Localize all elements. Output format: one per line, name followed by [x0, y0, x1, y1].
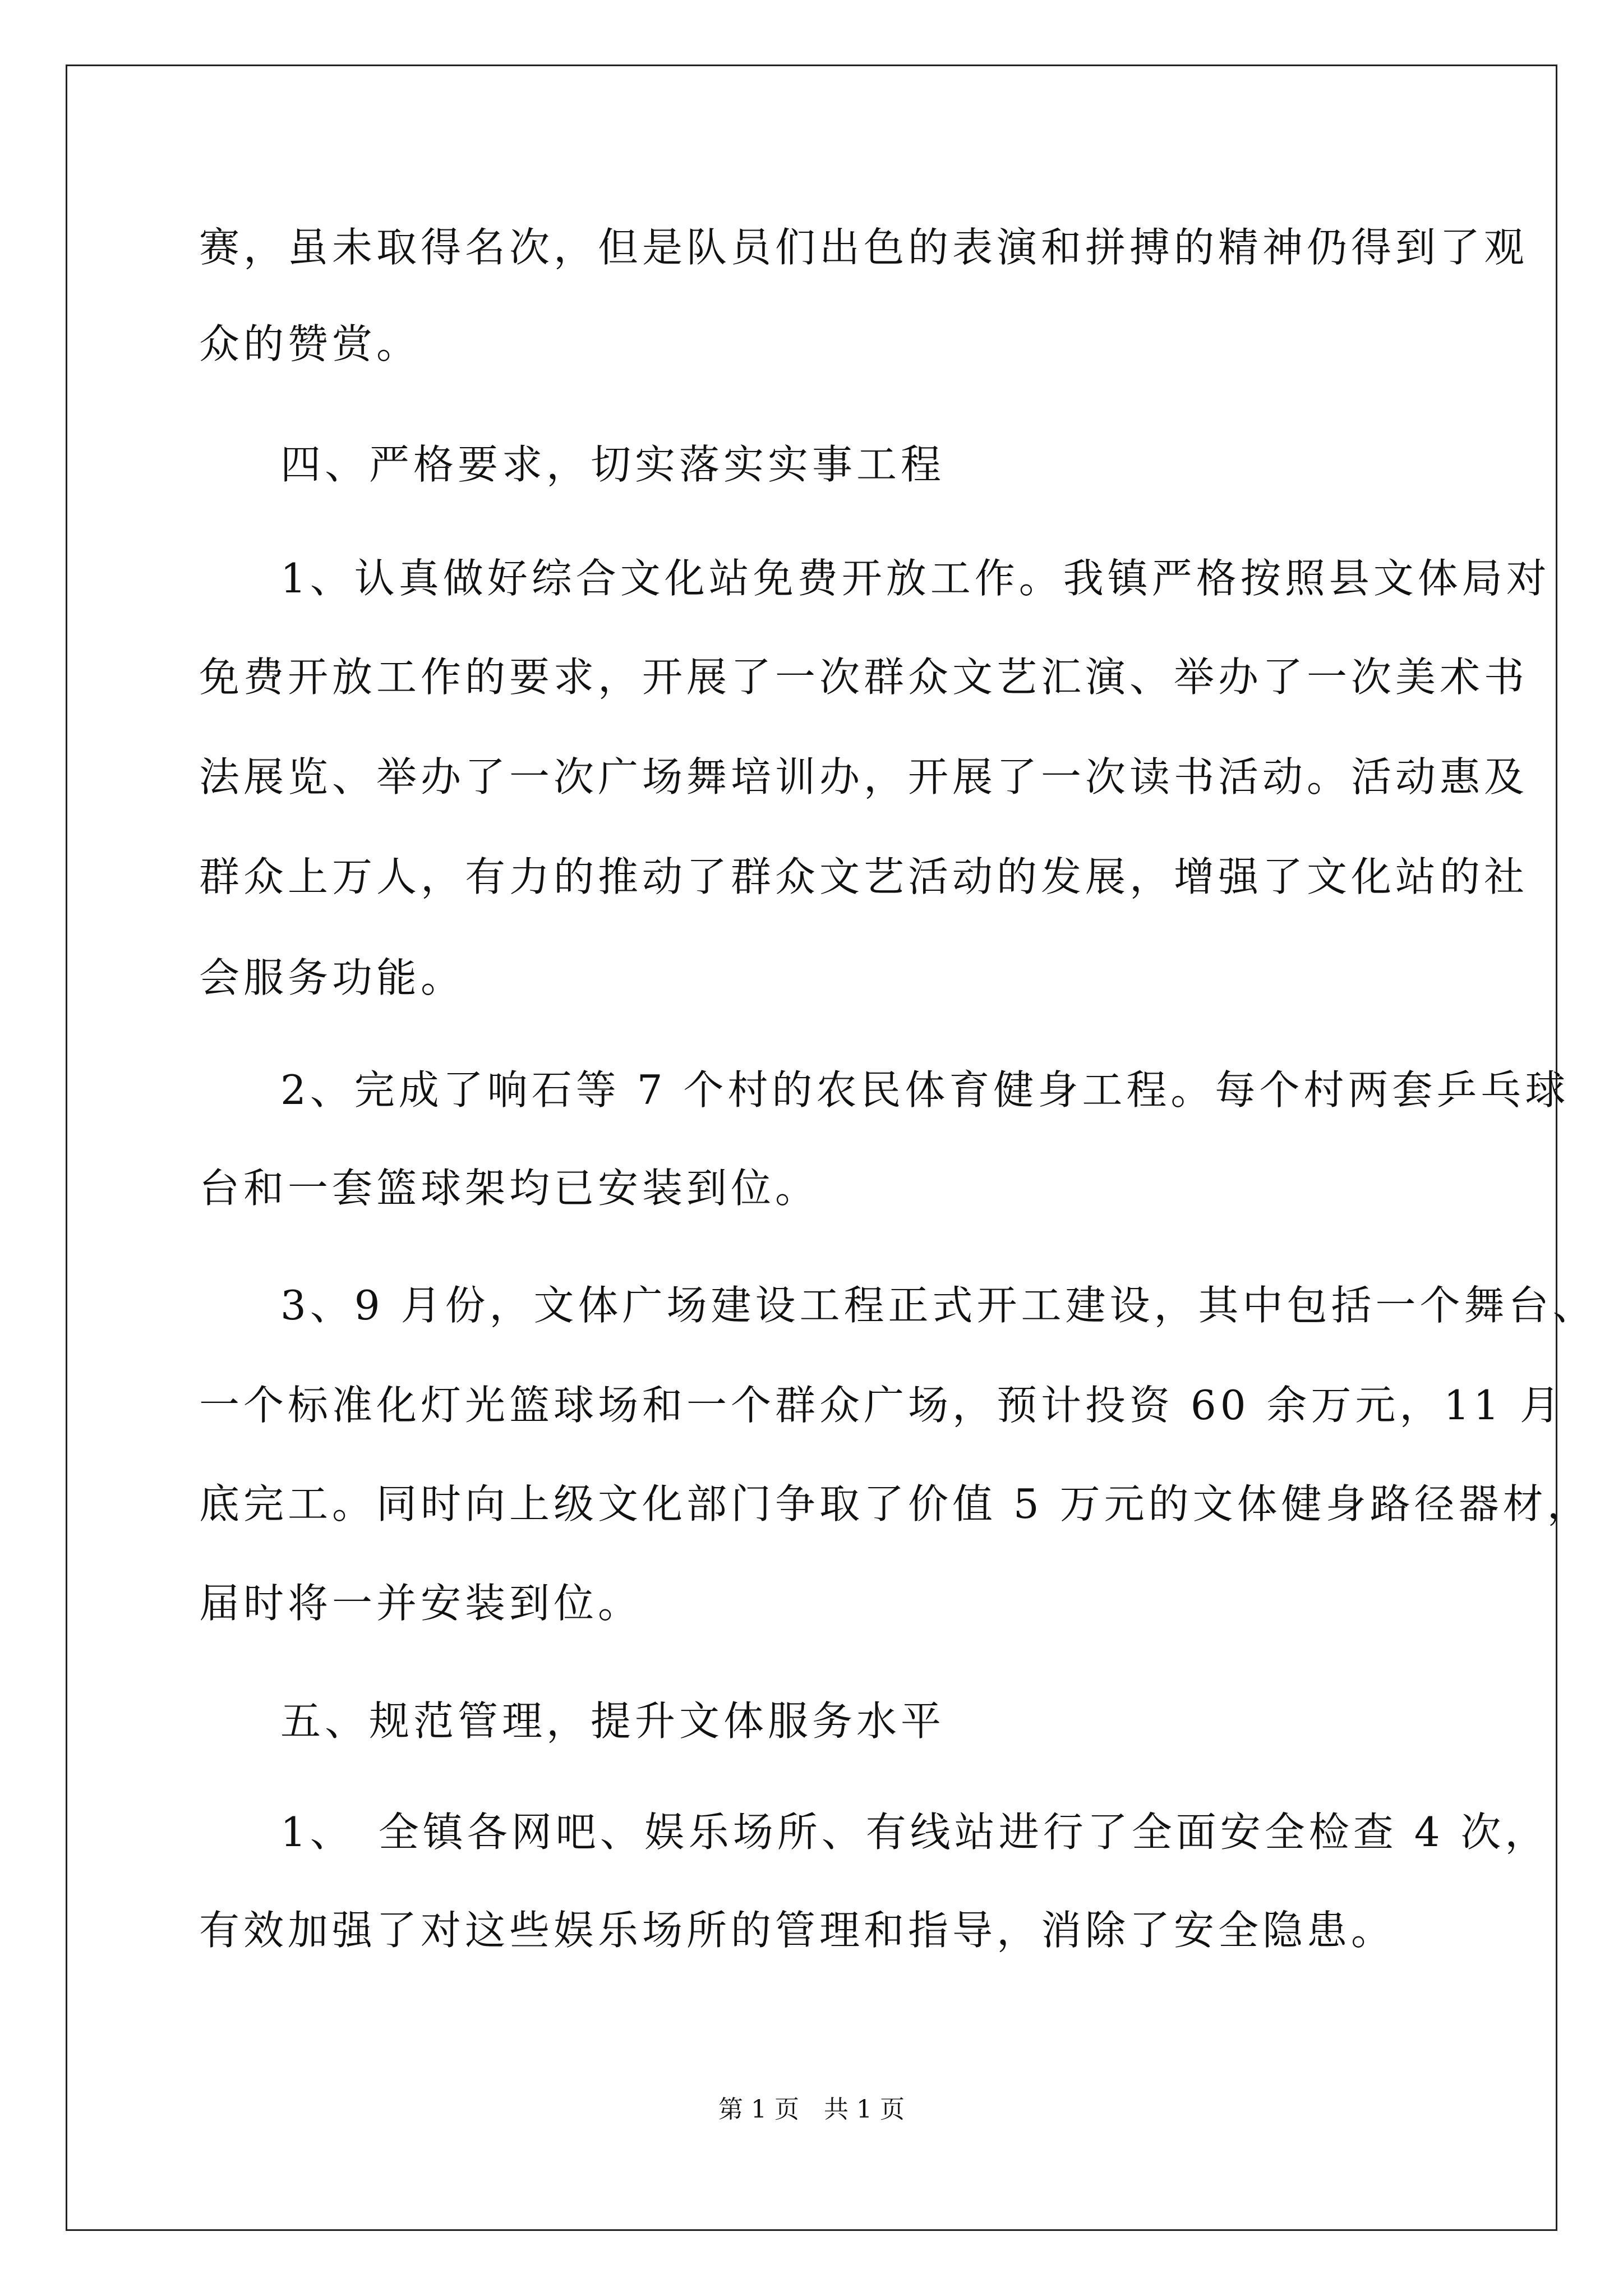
section-heading: 五、规范管理，提升文体服务水平 [280, 1697, 946, 1745]
paragraph-line: 会服务功能。 [199, 954, 465, 1001]
paragraph-line: 底完工。同时向上级文化部门争取了价值 5 万元的文体健身路径器材， [199, 1480, 1592, 1527]
paragraph-line: 法展览、举办了一次广场舞培训办，开展了一次读书活动。活动惠及 [199, 753, 1529, 800]
paragraph-line: 1、认真做好综合文化站免费开放工作。我镇严格按照县文体局对 [280, 555, 1551, 602]
paragraph-line: 群众上万人，有力的推动了群众文艺活动的发展，增强了文化站的社 [199, 853, 1529, 900]
paragraph-line: 届时将一并安装到位。 [199, 1580, 643, 1627]
paragraph-line: 一个标准化灯光篮球场和一个群众广场，预计投资 60 余万元，11 月 [199, 1382, 1564, 1429]
paragraph-line: 2、完成了响石等 7 个村的农民体育健身工程。每个村两套乒乓球 [280, 1066, 1570, 1114]
paragraph-line: 3、9 月份，文体广场建设工程正式开工建设，其中包括一个舞台、 [280, 1282, 1597, 1329]
paragraph-line: 1、 全镇各网吧、娱乐场所、有线站进行了全面安全检查 4 次， [280, 1809, 1550, 1856]
paragraph-line: 免费开放工作的要求，开展了一次群众文艺汇演、举办了一次美术书 [199, 654, 1529, 701]
paragraph-line: 赛，虽未取得名次，但是队员们出色的表演和拼搏的精神仍得到了观 [199, 224, 1529, 271]
paragraph-line: 台和一套篮球架均已安装到位。 [199, 1165, 820, 1212]
page-footer: 第 1 页 共 1 页 [718, 2095, 905, 2124]
section-heading: 四、严格要求，切实落实实事工程 [280, 441, 946, 488]
paragraph-line: 有效加强了对这些娱乐场所的管理和指导，消除了安全隐患。 [199, 1907, 1396, 1954]
paragraph-line: 众的赞赏。 [199, 320, 421, 367]
